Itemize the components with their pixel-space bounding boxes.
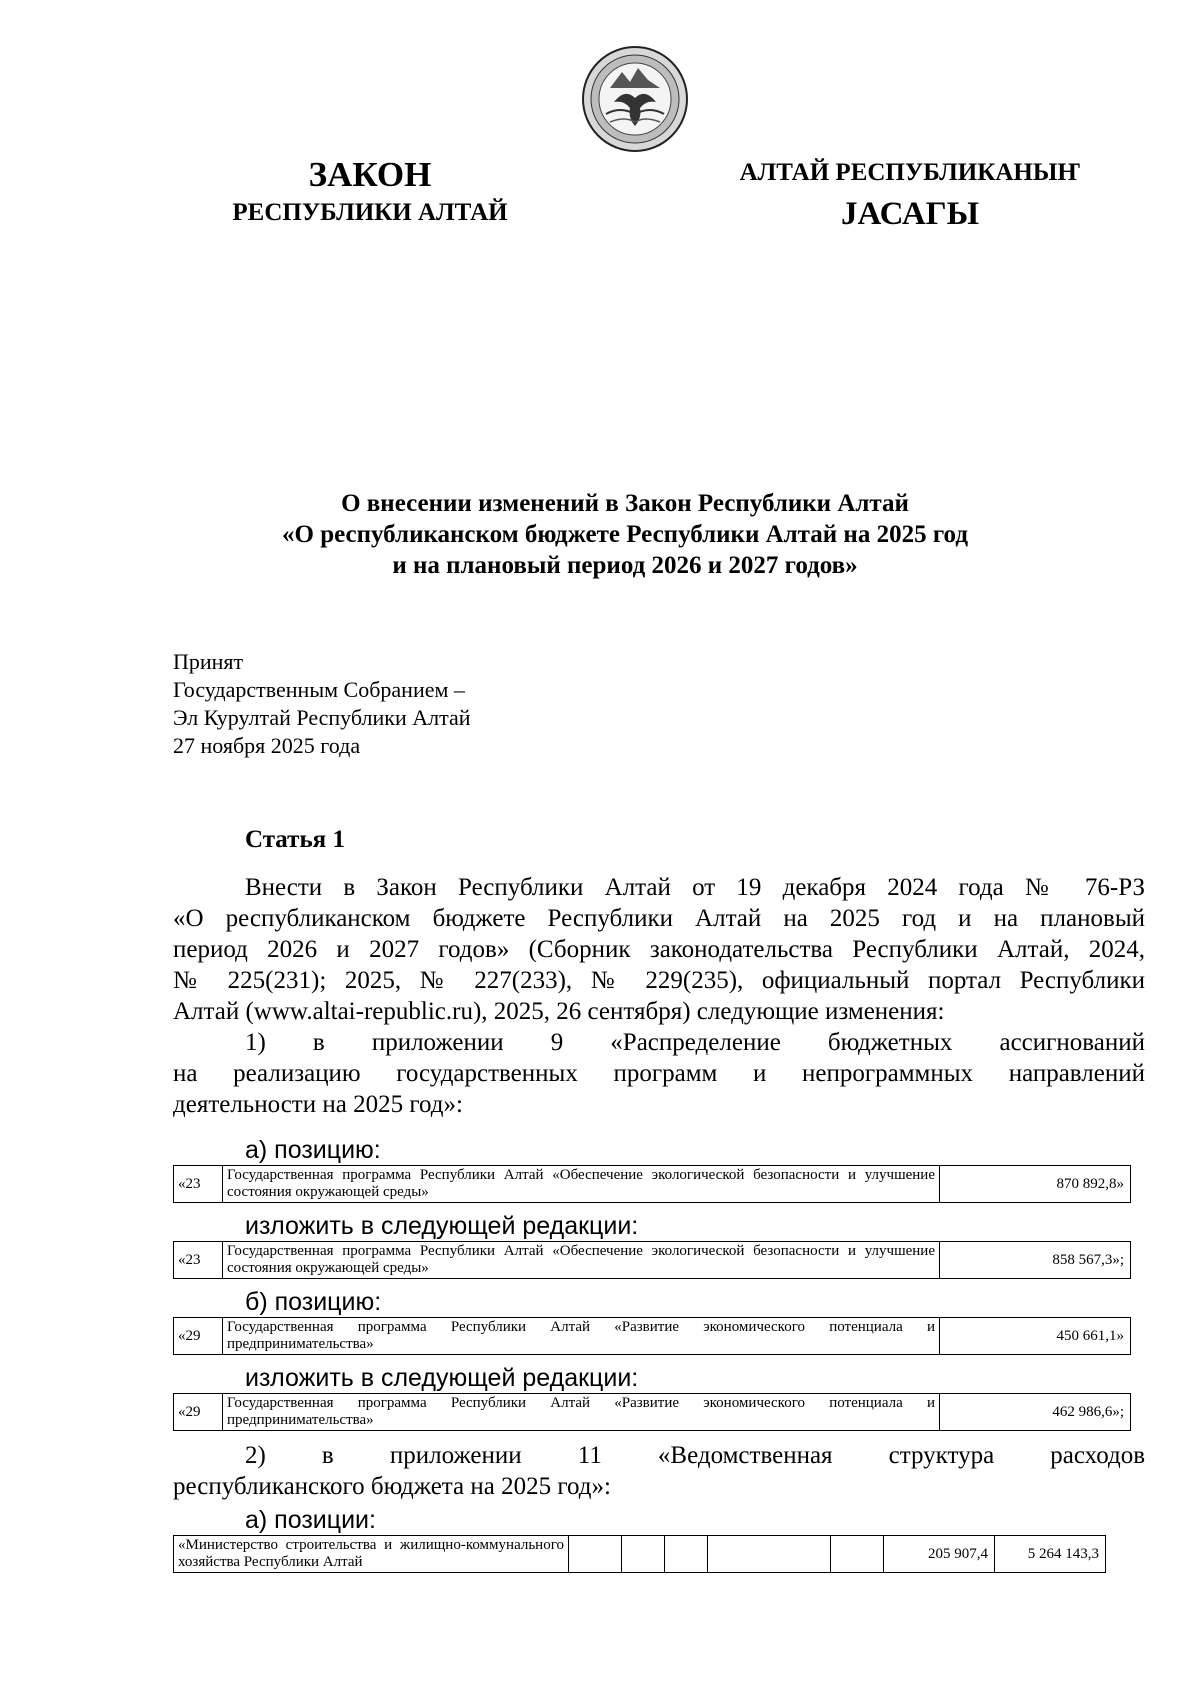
republic-label-altai: АЛТАЙ РЕСПУБЛИКАНЫҤ xyxy=(739,159,1081,186)
paragraph-line: Алтай (www.altai-republic.ru), 2025, 26 сентября) следующие изменения: xyxy=(173,998,945,1025)
row-text: Государственная программа Республики Алтай «Развитие экономического потенциала и предпринимательства» xyxy=(223,1318,940,1355)
empty-cell xyxy=(569,1536,622,1573)
row-value: 462 986,6»; xyxy=(940,1394,1131,1431)
row-text: Государственная программа Республики Алтай «Развитие экономического потенциала и предпринимательства» xyxy=(223,1394,940,1431)
row-text: Государственная программа Республики Алтай «Обеспечение экологической безопасности и улучшение состояния окружающей среды» xyxy=(223,1242,940,1279)
empty-cell xyxy=(622,1536,665,1573)
row-value: 450 661,1» xyxy=(940,1318,1131,1355)
paragraph-line: 1) в приложении 9 «Распределение бюджетных ассигнований xyxy=(245,1029,1145,1056)
title-line: О внесении изменений в Закон Республики Алтай xyxy=(341,490,909,517)
row-text: Государственная программа Республики Алтай «Обеспечение экологической безопасности и улучшение состояния окружающей среды» xyxy=(223,1166,940,1203)
paragraph-line: республиканского бюджета на 2025 год»: xyxy=(173,1473,611,1500)
adoption-line: Государственным Собранием – xyxy=(173,677,465,702)
table-row xyxy=(174,1536,1106,1573)
row-value: 5 264 143,3 xyxy=(995,1536,1106,1573)
paragraph-line: на реализацию государственных программ и непрограммных направлений xyxy=(173,1060,1145,1087)
replace-label: изложить в следующей редакции: xyxy=(245,1364,639,1392)
paragraph-line: «О республиканском бюджете Республики Алтай на 2025 год и на плановый xyxy=(173,905,1145,932)
article-paragraph xyxy=(173,872,1145,1120)
replace-label: изложить в следующей редакции: xyxy=(245,1212,639,1240)
adoption-info xyxy=(173,648,471,760)
empty-cell xyxy=(708,1536,831,1573)
paragraph-line: № 225(231); 2025, № 227(233), № 229(235), официальный портал Республики xyxy=(173,967,1145,994)
row-number: «29 xyxy=(174,1394,223,1431)
paragraph-line: период 2026 и 2027 годов» (Сборник законодательства Республики Алтай, 2024, xyxy=(173,936,1145,963)
table-row xyxy=(174,1318,1131,1355)
table-row xyxy=(174,1166,1131,1203)
position-table xyxy=(173,1317,1131,1355)
position-table xyxy=(173,1241,1131,1279)
adoption-line: Принят xyxy=(173,649,244,674)
article-paragraph xyxy=(173,1440,1145,1502)
subitem-label: б) позицию: xyxy=(245,1288,382,1316)
position-table xyxy=(173,1165,1131,1203)
department-name: «Министерство строительства и жилищно-коммунального хозяйства Республики Алтай xyxy=(174,1536,569,1573)
law-label: ЗАКОН xyxy=(308,155,432,194)
department-table xyxy=(173,1535,1106,1573)
table-row xyxy=(174,1242,1131,1279)
adoption-line: Эл Курултай Республики Алтай xyxy=(173,705,471,730)
row-value: 858 567,3»; xyxy=(940,1242,1131,1279)
republic-label: РЕСПУБЛИКИ АЛТАЙ xyxy=(232,199,508,226)
row-value: 205 907,4 xyxy=(884,1536,995,1573)
article-heading: Статья 1 xyxy=(245,826,345,853)
subitem-label: а) позицию: xyxy=(245,1136,381,1164)
subitem-label: а) позиции: xyxy=(245,1506,376,1534)
title-line: и на плановый период 2026 и 2027 годов» xyxy=(392,552,858,579)
paragraph-line: Внести в Закон Республики Алтай от 19 декабря 2024 года № 76-РЗ xyxy=(245,874,1145,901)
adoption-date: 27 ноября 2025 года xyxy=(173,733,361,758)
row-number: «29 xyxy=(174,1318,223,1355)
empty-cell xyxy=(665,1536,708,1573)
row-value: 870 892,8» xyxy=(940,1166,1131,1203)
coat-of-arms-emblem xyxy=(580,44,690,154)
law-label-altai: JАСАГЫ xyxy=(840,196,980,232)
document-title xyxy=(180,488,1070,581)
position-table xyxy=(173,1393,1131,1431)
paragraph-line: деятельности на 2025 год»: xyxy=(173,1091,463,1118)
empty-cell xyxy=(831,1536,884,1573)
paragraph-line: 2) в приложении 11 «Ведомственная структура расходов xyxy=(245,1442,1145,1469)
title-line: «О республиканском бюджете Республики Алтай на 2025 год xyxy=(282,521,968,548)
row-number: «23 xyxy=(174,1166,223,1203)
row-number: «23 xyxy=(174,1242,223,1279)
table-row xyxy=(174,1394,1131,1431)
